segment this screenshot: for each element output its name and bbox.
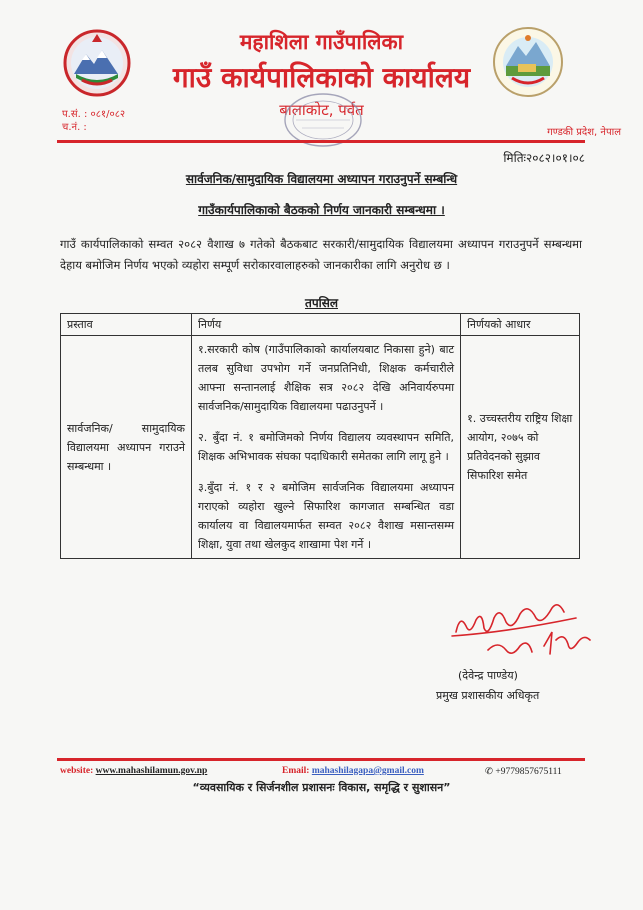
office-location: बालाकोट, पर्वत [279,101,364,119]
province: गण्डकी प्रदेश, नेपाल [547,127,621,138]
footer-phone [485,766,562,777]
decision-item-3: ३.बुँदा नं. १ र २ बमोजिम सार्वजनिक विद्यालयमा अध्यापन गराएको व्यहोरा खुल्ने सिफारिश कागजात सम्बन्धित वडा कार्यालय वा विद्यालयमार्फत सम्वत २०८२ वैशाख मसान्तसम्म शिक्षा, युवा तथा खेलकुद शाखामा पेश गर्ने । [198,481,455,551]
subject-line-1: सार्वजनिक/सामुदायिक विद्यालयमा अध्यापन गराउनुपर्ने सम्बन्धि [185,172,458,186]
website-label: website: [60,766,94,776]
email-label: Email: [282,766,310,776]
office-name: गाउँ कार्यपालिकाको कार्यालय [172,61,471,94]
phone-icon: ✆ [485,767,493,777]
table-header-row [61,314,580,336]
subject-line-2: गाउँकार्यपालिकाको बैठकको निर्णय जानकारी सम्बन्धमा । [198,203,445,217]
municipality-name: महाशिला गाउँपालिका [239,30,404,54]
footer-email [282,766,424,776]
email-link[interactable]: mahashilagapa@gmail.com [311,766,424,776]
footer-slogan: “व्यवसायिक र सिर्जनशील प्रशासनः विकास, समृद्धि र सुशासन” [192,781,451,794]
basis-cell: १. उच्चस्तरीय राष्ट्रिय शिक्षा आयोग, २०७५ को प्रतिवेदनको सुझाव सिफारिश समेत [461,336,580,559]
signature-mark [448,592,598,670]
header-proposal: प्रस्ताव [61,314,192,336]
header-decision: निर्णय [192,314,461,336]
signatory-name: (देवेन्द्र पाण्डेय) [458,669,518,682]
signatory-title: प्रमुख प्रशासकीय अधिकृत [436,689,540,702]
decision-table [60,313,580,559]
dispatch-no: च.नं. : [62,122,87,133]
reference-numbers [62,108,125,134]
footer-divider [57,758,585,761]
footer-website [60,766,207,776]
letter-date: मितिः२०८२।०१।०८ [503,151,585,165]
proposal-cell: सार्वजनिक/ सामुदायिक विद्यालयमा अध्यापन गराउने सम्बन्धमा । [61,336,192,559]
header-divider [57,140,585,143]
details-heading: तपसिल [304,296,338,310]
letter-body: गाउँ कार्यपालिकाको सम्वत २०८२ वैशाख ७ गतेको बैठकबाट सरकारी/सामुदायिक विद्यालयमा अध्यापन गराउनुपर्ने सम्बन्धमा देहाय बमोजिम निर्णय भएको व्यहोरा सम्पूर्ण सरोकारवालाहरुको जानकारीका लागि अनुरोध छ । [60,237,582,272]
table-row [61,336,580,559]
decision-cell [192,336,461,559]
decision-item-2: २. बुँदा नं. १ बमोजिमको निर्णय विद्यालय व्यवस्थापन समिति, शिक्षक अभिभावक संघका पदाधिकारी समेतका लागि लागू हुने । [198,431,455,463]
phone-number: +9779857675111 [495,767,562,777]
header-basis: निर्णयको आधार [461,314,580,336]
website-link[interactable]: www.mahashilamun.gov.np [95,766,208,776]
decision-item-1: १.सरकारी कोष (गाउँपालिकाको कार्यालयबाट निकासा हुने) बाट तलब सुविधा उपभोग गर्ने जनप्रतिनिधी, शिक्षक कर्मचारीले आफ्ना सन्तानलाई शैक्षिक सत्र २०८२ देखि अनिवार्यरुपमा सार्वजनिक/सामुदायिक विद्यालयमा पढाउनुपर्ने । [198,343,455,413]
ref-no: प.सं. : ०८१/०८२ [62,109,126,120]
